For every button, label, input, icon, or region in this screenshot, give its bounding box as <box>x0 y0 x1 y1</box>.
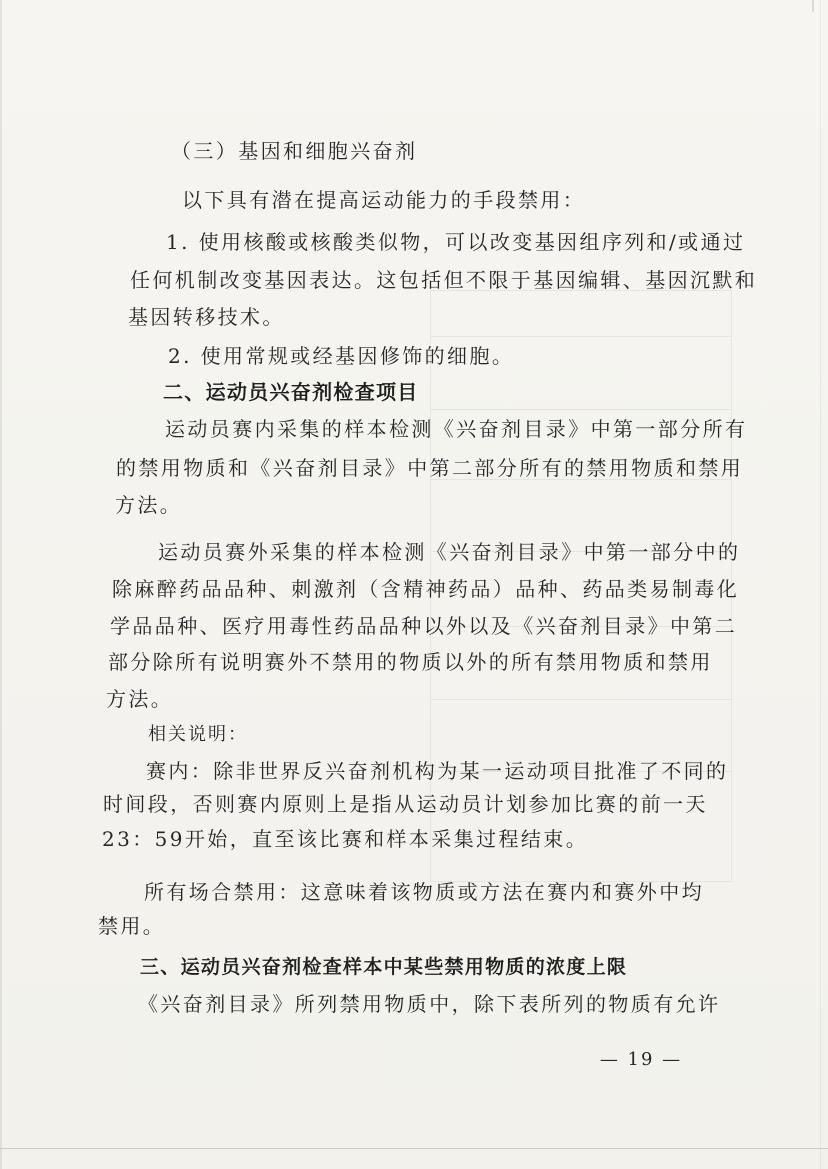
left-scan-edge <box>0 0 2 1169</box>
in-competition-line-2: 的禁用物质和《兴奋剂目录》中第二部分所有的禁用物质和禁用 <box>116 456 744 480</box>
out-competition-line-1: 运动员赛外采集的样本检测《兴奋剂目录》中第一部分中的 <box>158 540 741 564</box>
in-competition-line-3: 方法。 <box>115 493 183 517</box>
out-competition-line-3: 学品品种、医疗用毒性药品品种以外以及《兴奋剂目录》中第二 <box>110 614 738 638</box>
section-three-lead: 以下具有潜在提高运动能力的手段禁用： <box>182 188 586 212</box>
in-competition-line-1: 运动员赛内采集的样本检测《兴奋剂目录》中第一部分所有 <box>165 417 748 441</box>
top-right-scan-mark <box>812 0 814 12</box>
right-scan-edge <box>820 0 821 1169</box>
notes-label: 相关说明： <box>148 724 248 745</box>
notes-all-times-line-2: 禁用。 <box>98 914 166 938</box>
final-line: 《兴奋剂目录》所列禁用物质中，除下表所列的物质有允许 <box>138 992 721 1016</box>
notes-all-times-line-1: 所有场合禁用：这意味着该物质或方法在赛内和赛外中均 <box>144 880 704 904</box>
notes-in-competition-line-2: 时间段，否则赛内原则上是指从运动员计划参加比赛的前一天 <box>103 792 708 816</box>
gene-item-1-line-1: 1. 使用核酸或核酸类似物，可以改变基因组序列和/或通过 <box>166 230 746 254</box>
section-three-title: （三）基因和细胞兴奋剂 <box>171 139 418 163</box>
out-competition-line-4: 部分除所有说明赛外不禁用的物质以外的所有禁用物质和禁用 <box>108 650 713 674</box>
notes-in-competition-line-1: 赛内：除非世界反兴奋剂机构为某一运动项目批准了不同的 <box>146 759 729 783</box>
out-competition-line-5: 方法。 <box>106 687 174 711</box>
gene-item-1-line-2: 任何机制改变基因表达。这包括但不限于基因编辑、基因沉默和 <box>130 268 758 292</box>
section-two-heading: 二、运动员兴奋剂检查项目 <box>163 380 419 404</box>
page-number: — 19 — <box>599 1049 683 1070</box>
bottom-scan-rule <box>0 1148 828 1149</box>
notes-in-competition-line-3: 23：59开始，直至该比赛和样本采集过程结束。 <box>102 827 589 851</box>
gene-item-1-line-3: 基因转移技术。 <box>128 305 285 329</box>
section-three-concentration-heading: 三、运动员兴奋剂检查样本中某些禁用物质的浓度上限 <box>140 956 628 978</box>
gene-item-2: 2. 使用常规或经基因修饰的细胞。 <box>168 344 515 368</box>
out-competition-line-2: 除麻醉药品品种、刺激剂（含精神药品）品种、药品类易制毒化 <box>112 577 740 601</box>
